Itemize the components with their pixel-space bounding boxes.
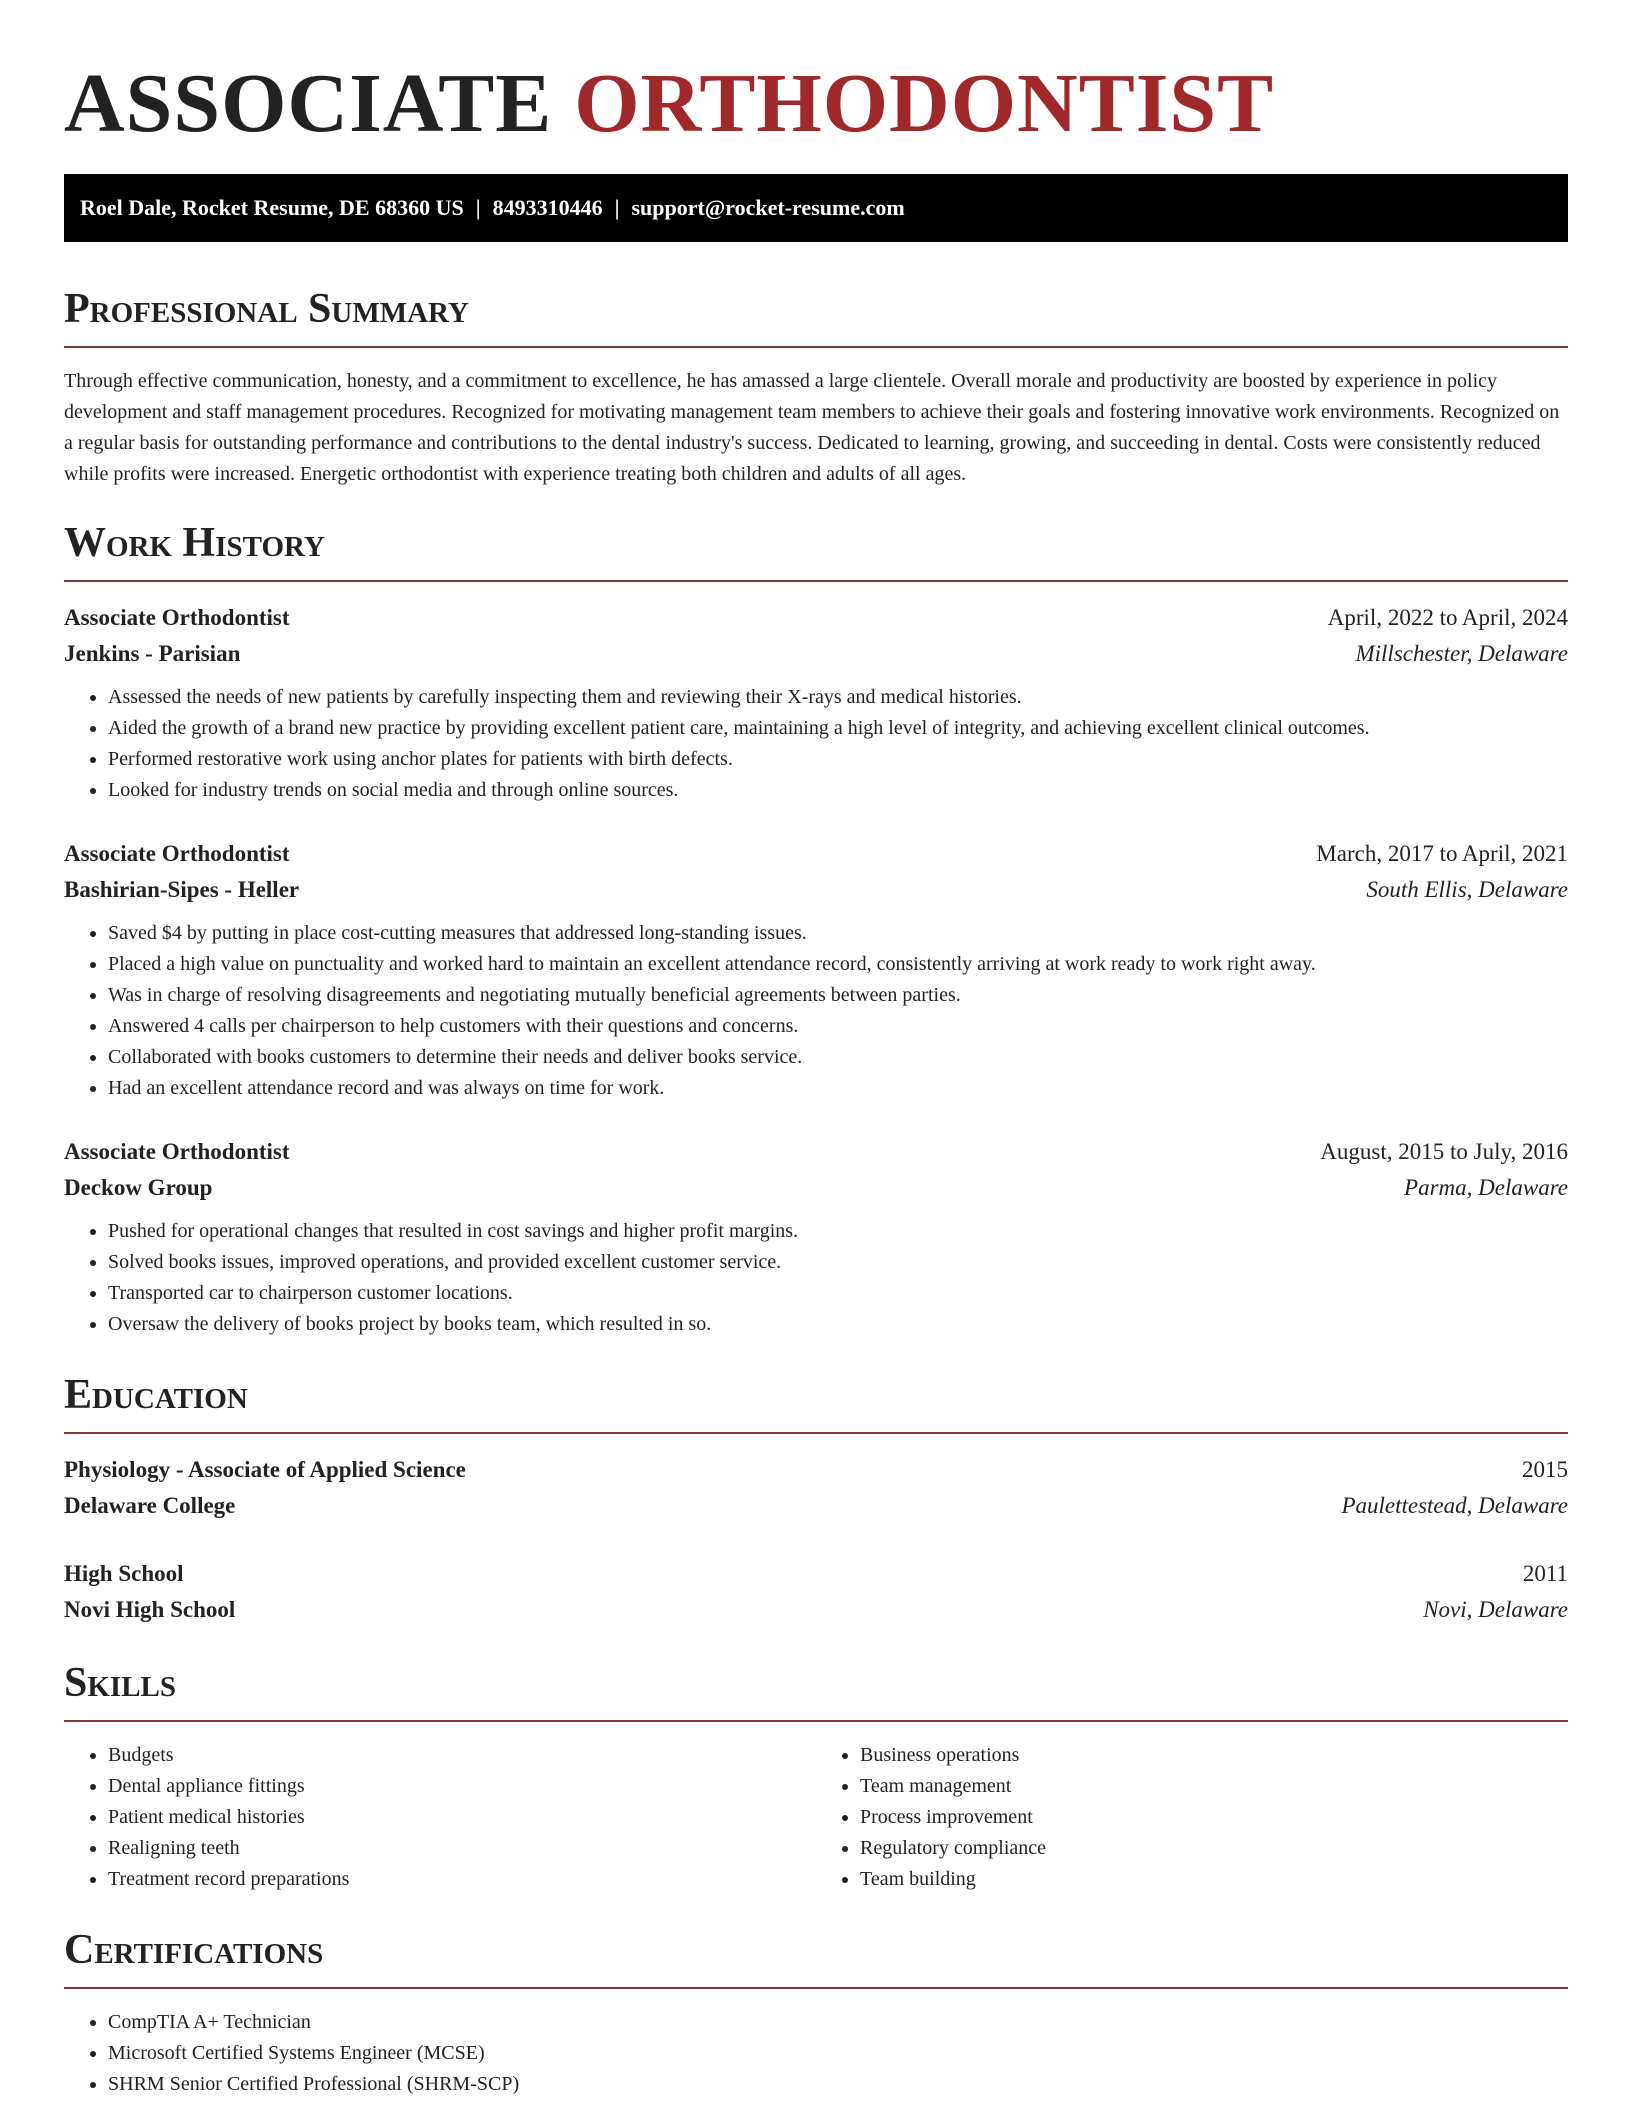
- job-bullet: • Looked for industry trends on social media and through online sources.: [108, 775, 1568, 806]
- certifications-list: [64, 2007, 1568, 2100]
- job-bullet: • Solved books issues, improved operations, and provided excellent customer service.: [108, 1247, 1568, 1278]
- education-section: [64, 1370, 1568, 1628]
- job-entry: [64, 600, 1568, 806]
- summary-section: [64, 284, 1568, 490]
- contact-bar: [64, 174, 1568, 242]
- certifications-section: [64, 1925, 1568, 2100]
- job-bullet: • Assessed the needs of new patients by carefully inspecting them and reviewing their X-rays and medical histories.: [108, 682, 1568, 713]
- skill-item: • Team management: [860, 1771, 1568, 1802]
- job-entry: [64, 1134, 1568, 1340]
- job-bullet: • Performed restorative work using anchor plates for patients with birth defects.: [108, 744, 1568, 775]
- skill-item: • Realigning teeth: [108, 1833, 816, 1864]
- job-bullets: [64, 918, 1568, 1104]
- section-divider: [64, 1432, 1568, 1434]
- skill-item: • Process improvement: [860, 1802, 1568, 1833]
- skills-grid: [64, 1740, 1568, 1895]
- title-part-2: ORTHODONTIST: [574, 57, 1275, 150]
- certification-item: • Microsoft Certified Systems Engineer (MCSE): [108, 2038, 1568, 2069]
- skills-list-left: [64, 1740, 816, 1895]
- section-divider: [64, 1720, 1568, 1722]
- work-section: [64, 518, 1568, 1340]
- skill-item: • Budgets: [108, 1740, 816, 1771]
- certifications-heading: Certifications: [64, 1927, 324, 1973]
- skill-item: • Team building: [860, 1864, 1568, 1895]
- contact-separator: |: [475, 195, 481, 220]
- job-bullet: • Had an excellent attendance record and was always on time for work.: [108, 1073, 1568, 1104]
- job-title: Associate Orthodontist: [64, 605, 290, 630]
- contact-separator: |: [614, 195, 620, 220]
- education-year: 2011: [1522, 1561, 1568, 1586]
- job-bullet: • Answered 4 calls per chairperson to help customers with their questions and concerns.: [108, 1011, 1568, 1042]
- skill-item: • Regulatory compliance: [860, 1833, 1568, 1864]
- job-dates: August, 2015 to July, 2016: [1320, 1139, 1568, 1164]
- job-company: Jenkins - Parisian: [64, 641, 241, 666]
- job-dates: March, 2017 to April, 2021: [1316, 841, 1568, 866]
- job-bullet: • Was in charge of resolving disagreements and negotiating mutually beneficial agreements between parties.: [108, 980, 1568, 1011]
- skill-item: • Patient medical histories: [108, 1802, 816, 1833]
- job-bullet: • Transported car to chairperson customer locations.: [108, 1278, 1568, 1309]
- job-company: Deckow Group: [64, 1175, 213, 1200]
- education-school: Novi High School: [64, 1597, 236, 1622]
- education-year: 2015: [1522, 1457, 1568, 1482]
- contact-address: Roel Dale, Rocket Resume, DE 68360 US: [80, 195, 464, 220]
- job-bullets: [64, 1216, 1568, 1340]
- title-part-1: ASSOCIATE: [64, 57, 553, 150]
- section-divider: [64, 580, 1568, 582]
- job-location: Parma, Delaware: [1404, 1175, 1568, 1200]
- contact-email: support@rocket-resume.com: [631, 195, 905, 220]
- job-bullet: • Saved $4 by putting in place cost-cutting measures that addressed long-standing issues.: [108, 918, 1568, 949]
- skills-heading: Skills: [64, 1660, 177, 1706]
- job-entry: [64, 836, 1568, 1104]
- job-bullet: • Pushed for operational changes that resulted in cost savings and higher profit margins.: [108, 1216, 1568, 1247]
- skills-list-right: [816, 1740, 1568, 1895]
- summary-heading: Professional Summary: [64, 286, 469, 332]
- job-bullet: • Placed a high value on punctuality and worked hard to maintain an excellent attendance record, consistently arriving at work ready to work right away.: [108, 949, 1568, 980]
- education-location: Novi, Delaware: [1423, 1597, 1568, 1622]
- education-entry: [64, 1556, 1568, 1628]
- section-divider: [64, 1987, 1568, 1989]
- job-bullets: [64, 682, 1568, 806]
- job-bullet: • Aided the growth of a brand new practice by providing excellent patient care, maintaining a high level of integrity, and achieving excellent clinical outcomes.: [108, 713, 1568, 744]
- job-bullet: • Oversaw the delivery of books project by books team, which resulted in so.: [108, 1309, 1568, 1340]
- skill-item: • Treatment record preparations: [108, 1864, 816, 1895]
- education-heading: Education: [64, 1372, 248, 1418]
- skill-item: • Business operations: [860, 1740, 1568, 1771]
- skills-section: [64, 1658, 1568, 1895]
- education-school: Delaware College: [64, 1493, 236, 1518]
- job-location: South Ellis, Delaware: [1366, 877, 1568, 902]
- job-bullet: • Collaborated with books customers to determine their needs and deliver books service.: [108, 1042, 1568, 1073]
- contact-phone: 8493310446: [492, 195, 603, 220]
- certification-item: • CompTIA A+ Technician: [108, 2007, 1568, 2038]
- resume-title: [64, 56, 1568, 152]
- skill-item: • Dental appliance fittings: [108, 1771, 816, 1802]
- education-entry: [64, 1452, 1568, 1524]
- certification-item: • SHRM Senior Certified Professional (SHRM-SCP): [108, 2069, 1568, 2100]
- job-company: Bashirian-Sipes - Heller: [64, 877, 300, 902]
- education-degree: Physiology - Associate of Applied Science: [64, 1457, 466, 1482]
- job-title: Associate Orthodontist: [64, 1139, 290, 1164]
- summary-text: Through effective communication, honesty, and a commitment to excellence, he has amassed a large clientele. Overall morale and productivity are boosted by experience in policy development and staff management procedures. Recognized for motivating management team members to achieve their goals and fostering innovative work environments. Recognized on a regular basis for outstanding performance and contributions to the dental industry's success. Dedicated to learning, growing, and succeeding in dental. Costs were consistently reduced while profits were increased. Energetic orthodontist with experience treating both children and adults of all ages.: [64, 370, 1560, 485]
- education-location: Paulettestead, Delaware: [1341, 1493, 1568, 1518]
- job-dates: April, 2022 to April, 2024: [1327, 605, 1568, 630]
- job-title: Associate Orthodontist: [64, 841, 290, 866]
- work-heading: Work History: [64, 520, 325, 566]
- section-divider: [64, 346, 1568, 348]
- job-location: Millschester, Delaware: [1355, 641, 1568, 666]
- education-degree: High School: [64, 1561, 184, 1586]
